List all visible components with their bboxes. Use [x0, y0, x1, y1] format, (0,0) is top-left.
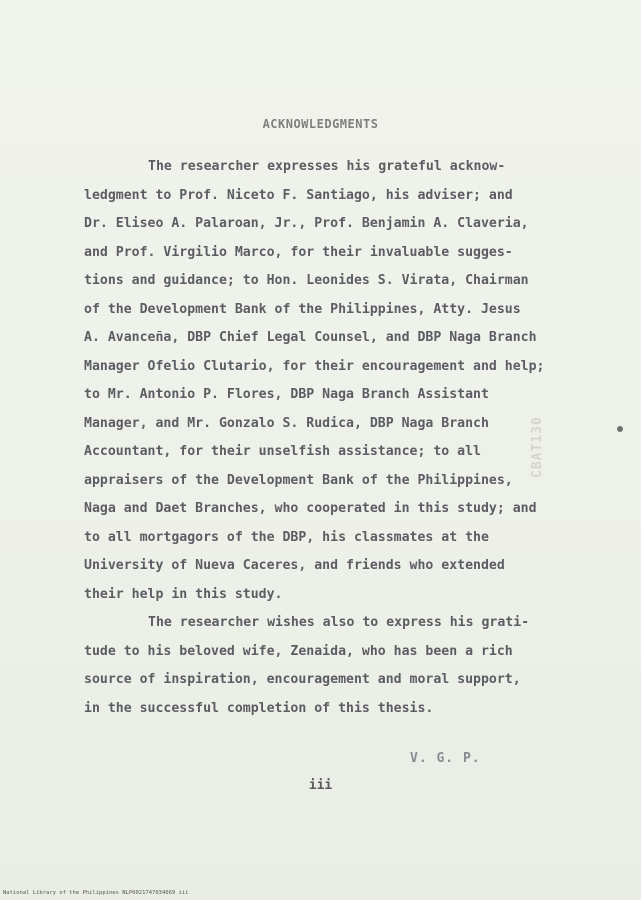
text-line: to Mr. Antonio P. Flores, DBP Naga Branch Assistant: [84, 387, 489, 402]
text-line: tude to his beloved wife, Zenaida, who has been a rich: [84, 644, 513, 659]
text-line: The researcher wishes also to express his grati-: [148, 615, 530, 630]
text-line: The researcher expresses his grateful acknow-: [148, 159, 506, 174]
text-line: to all mortgagors of the DBP, his classmates at the: [84, 530, 489, 545]
text-line: in the successful completion of this thesis.: [84, 701, 434, 716]
text-line: appraisers of the Development Bank of the Philippines,: [84, 473, 513, 488]
text-line: tions and guidance; to Hon. Leonides S. Virata, Chairman: [84, 273, 529, 288]
text-line: their help in this study.: [84, 587, 283, 602]
page-title: ACKNOWLEDGMENTS: [262, 117, 379, 131]
text-line: University of Nueva Caceres, and friends who extended: [84, 558, 505, 573]
text-line: Accountant, for their unselfish assistance; to all: [84, 444, 481, 459]
author-initials: V. G. P.: [410, 751, 481, 766]
text-line: Naga and Daet Branches, who cooperated in this study; and: [84, 501, 537, 516]
text-line: Dr. Eliseo A. Palaroan, Jr., Prof. Benjamin A. Claveria,: [84, 216, 529, 231]
text-line: Manager Ofelio Clutario, for their encouragement and help;: [84, 359, 545, 374]
text-line: ledgment to Prof. Niceto F. Santiago, his adviser; and: [84, 188, 513, 203]
text-line: and Prof. Virgilio Marco, for their invaluable sugges-: [84, 245, 513, 260]
text-line: of the Development Bank of the Philippines, Atty. Jesus: [84, 302, 521, 317]
text-line: source of inspiration, encouragement and moral support,: [84, 672, 521, 687]
text-line: Manager, and Mr. Gonzalo S. Rudica, DBP Naga Branch: [84, 416, 489, 431]
punch-hole-mark: [617, 426, 623, 432]
text-line: A. Avanceña, DBP Chief Legal Counsel, and DBP Naga Branch: [84, 330, 537, 345]
page-number: iii: [308, 778, 333, 793]
faded-stamp: CBAT130: [530, 416, 545, 478]
library-footer: National Library of the Philippines NLP0021747034069 iii: [3, 890, 189, 896]
